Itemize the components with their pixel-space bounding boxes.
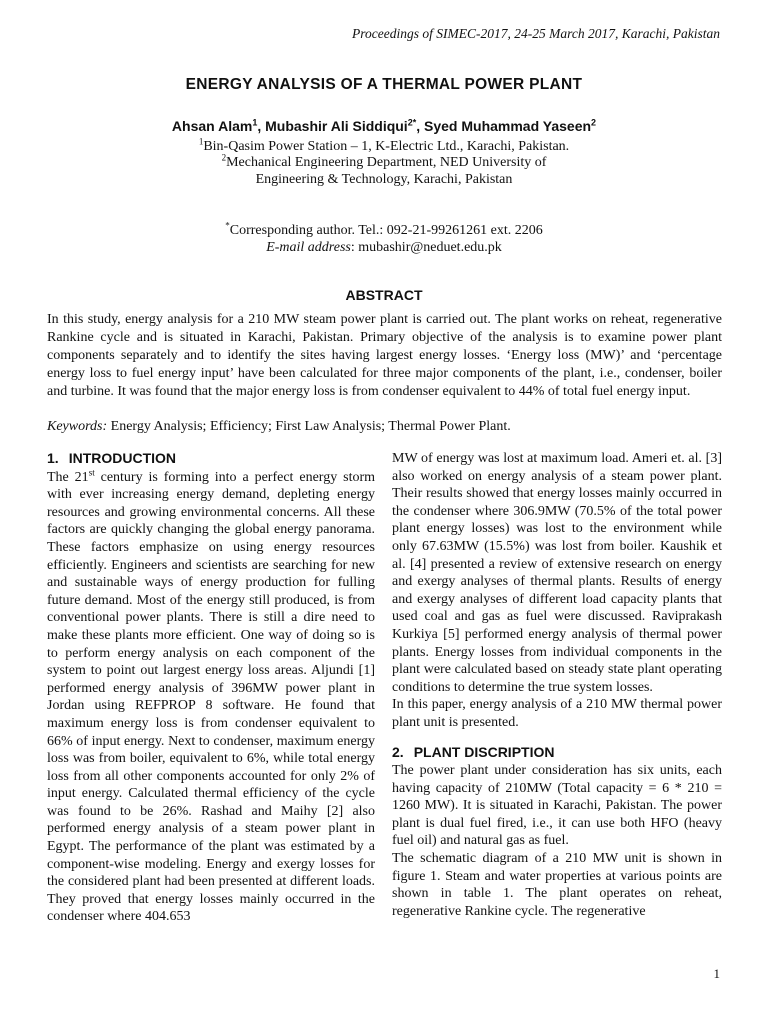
section-number: 1. [47, 450, 59, 466]
keywords-label: Keywords: [47, 419, 108, 434]
affiliation-sup: 2 [221, 152, 227, 163]
right-column [392, 450, 722, 920]
author-affil-sup: 2* [407, 117, 417, 128]
plant-paragraph-2: The schematic diagram of a 210 MW unit is shown in figure 1. Steam and water properties at various points are shown in table 1. The plant operates on reheat, regenerative Rankine cycle. The regenerative [392, 851, 722, 919]
author-affil-sup: 2 [591, 117, 597, 128]
intro-paragraph-1 [47, 466, 376, 926]
corresponding-author [0, 222, 768, 239]
ordinal-sup: st [88, 466, 95, 477]
left-column [47, 450, 375, 926]
email-label: E-mail address [266, 240, 351, 255]
corresponding-text: Corresponding author. Tel.: 092-21-99261261 ext. 2206 [229, 223, 543, 238]
intro-text-start: The 21 [47, 469, 89, 485]
author-sep: , [257, 118, 266, 134]
keywords-text: Energy Analysis; Efficiency; First Law Analysis; Thermal Power Plant. [107, 419, 511, 434]
author-name: Mubashir Ali Siddiqui [265, 118, 408, 134]
section-heading-introduction [47, 450, 375, 468]
intro-paragraph-3: In this paper, energy analysis of a 210 MW thermal power plant unit is presented. [392, 697, 722, 730]
affiliation-text: Mechanical Engineering Department, NED University of [226, 155, 547, 170]
keywords [47, 418, 722, 436]
author-affil-sup: 1 [252, 117, 258, 128]
affiliation-sup: 1 [198, 136, 204, 147]
running-head: Proceedings of SIMEC-2017, 24-25 March 2017, Karachi, Pakistan [352, 26, 720, 41]
author-list [0, 118, 768, 134]
author-name: Ahsan Alam [171, 118, 253, 134]
affiliation-text: Bin-Qasim Power Station – 1, K-Electric Ltd., Karachi, Pakistan. [203, 139, 570, 154]
page-number: 1 [713, 966, 720, 981]
affiliation-2-cont: Engineering & Technology, Karachi, Pakistan [255, 172, 513, 187]
section-number: 2. [392, 743, 404, 760]
author-name: Syed Muhammad Yaseen [424, 118, 592, 134]
intro-paragraph-2: MW of energy was lost at maximum load. Ameri et. al. [3] also worked on energy analysis of a steam power plant. Their results showed that energy losses mainly occurred in the condenser where 306.9MW (70.5% of the total power plant energy losses) was lost to the environment while only 67.63MW (15.5%) was lost from boiler. Kaushik et al. [4] presented a review of extensive research on energy and exergy analyses of thermal plants. Results of energy and exergy analyses of different load capacity plants that used coal and gas as fuel were discussed. Raviprakash Kurkiya [5] performed energy analysis of thermal power plants. Energy losses from individual components in the plant were calculated based on steady state plant operating conditions to determine the true system losses. [392, 451, 722, 695]
affiliation-1 [0, 138, 768, 155]
section-title: INTRODUCTION [68, 450, 177, 466]
email-link[interactable]: : mubashir@neduet.edu.pk [350, 240, 502, 255]
paper-title: ENERGY ANALYSIS OF A THERMAL POWER PLANT [185, 76, 583, 93]
section-heading-plant [392, 744, 722, 762]
affiliation-2 [0, 154, 768, 171]
abstract-heading: ABSTRACT [345, 287, 423, 303]
author-sep: , [416, 118, 424, 134]
section-title: PLANT DISCRIPTION [413, 743, 555, 760]
email-line [0, 239, 768, 256]
corresponding-sup: * [225, 220, 230, 231]
intro-text-rest: century is forming into a perfect energy storm with ever increasing energy demand, depleting energy resources and growing environmental concerns. All these factors are quickly changing the global energy panorama. These factors emphasize on using energy resources efficiently. Engineers and scientists are searching for new and sustainable ways of energy production for fulling future demand. Most of the energy still produced, is from conventional power plants. There is still a dire need to make these plants more efficient. One way of doing so is to perform energy analysis on each component of the system to point out largest energy loss areas. Aljundi [1] performed energy analysis of 396MW power plant in Jordan using REFPROP 8 software. He found that maximum energy loss is from condenser equivalent to 66% of input energy. Next to condenser, maximum energy loss was from boiler, equivalent to 6%, while total energy loss from all other components accounted for only 2% of input energy. Calculated thermal efficiency of the cycle was found to be 26%. Rashad and Maihy [2] also performed energy analysis of a steam power plant in Egypt. The performance of the plant was estimated by a component-wise modeling. Energy and exergy losses for the considered plant had been presented at different loads. They proved that energy losses mainly occurred in the condenser where 404.653 [47, 469, 376, 925]
abstract-text: In this study, energy analysis for a 210 MW steam power plant is carried out. The plant works on reheat, regenerative Rankine cycle and is situated in Karachi, Pakistan. Primary objective of the analysis is to examine power plant components separately and to identify the sites having largest energy losses. ‘Energy loss (MW)’ and ‘percentage energy loss to fuel energy input’ have been calculated for three major components of the plant, i.e., condenser, boiler and turbine. It was found that the major energy loss is from condenser equivalent to 44% of total fuel energy input. [47, 312, 722, 399]
plant-paragraph-1: The power plant under consideration has six units, each having capacity of 210MW (Total capacity = 6 * 210 = 1260 MW). It is situated in Karachi, Pakistan. The power plant is dual fuel fired, i.e., it can use both HFO (heavy fuel oil) and natural gas as fuel. [392, 763, 722, 849]
